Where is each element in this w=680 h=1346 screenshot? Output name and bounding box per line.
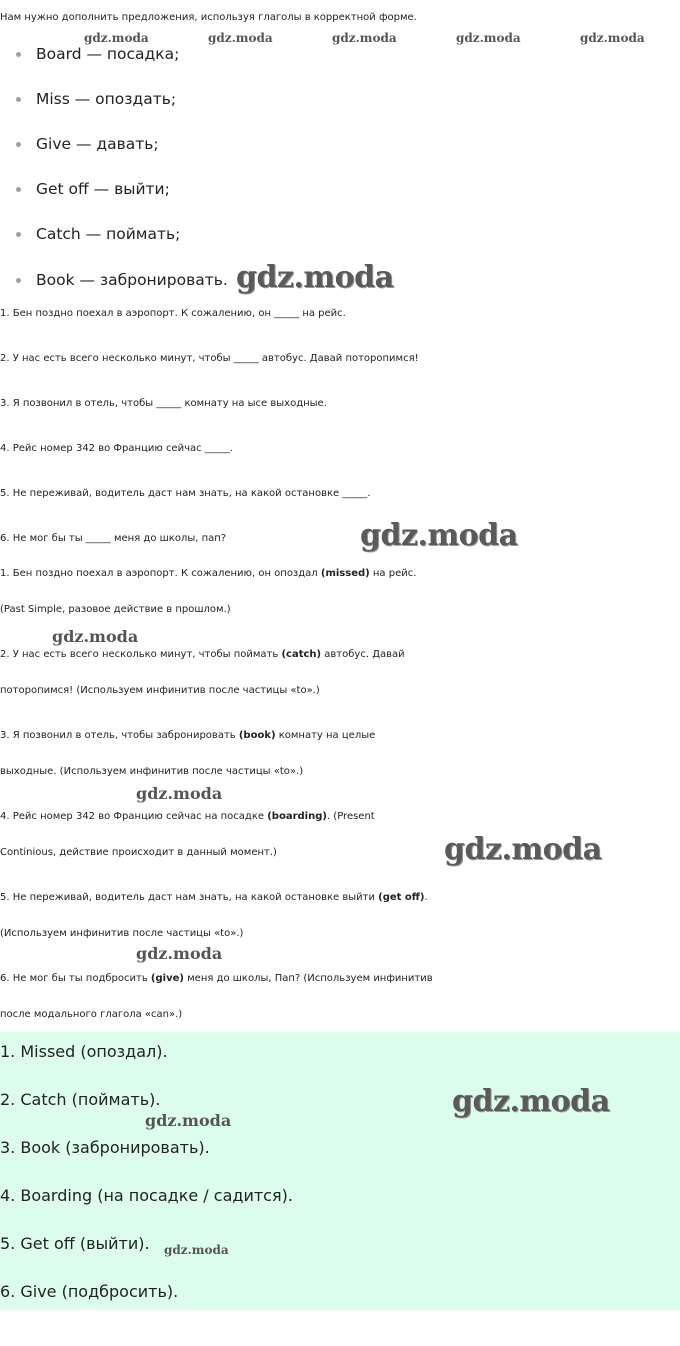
task-sentence: 2. У нас есть всего несколько минут, чтобы _____ автобус. Давай поторопимся! bbox=[0, 353, 419, 364]
answer-highlight: (get off) bbox=[378, 892, 425, 903]
task-sentence: 4. Рейс номер 342 во Францию сейчас _____. bbox=[0, 443, 233, 454]
watermark-logo: gdz.moda bbox=[136, 944, 223, 963]
task-sentence: 6. Не мог бы ты _____ меня до школы, пап? bbox=[0, 533, 227, 544]
explanation-line: Continious, действие происходит в данный момент.) bbox=[0, 847, 277, 858]
watermark-logo: gdz.moda bbox=[332, 31, 397, 45]
answer-highlight: (boarding) bbox=[267, 811, 327, 822]
answer-item: 2. Catch (поймать). bbox=[0, 1090, 161, 1109]
answer-item: 5. Get off (выйти). bbox=[0, 1234, 150, 1253]
task-sentence: 1. Бен поздно поехал в аэропорт. К сожалению, он _____ на рейс. bbox=[0, 308, 346, 319]
verb-text: Board — посадка; bbox=[36, 45, 180, 63]
explanation-line: 1. Бен поздно поехал в аэропорт. К сожалению, он опоздал (missed) на рейс. bbox=[0, 568, 417, 579]
watermark-logo: gdz.moda bbox=[452, 1084, 610, 1119]
verb-text: Catch — поймать; bbox=[36, 225, 181, 243]
answer-highlight: (catch) bbox=[281, 649, 322, 660]
bullet-icon bbox=[16, 278, 21, 283]
watermark-logo: gdz.moda bbox=[580, 31, 645, 45]
answer-highlight: (missed) bbox=[320, 568, 370, 579]
watermark-logo: gdz.moda bbox=[52, 627, 139, 646]
bullet-icon bbox=[16, 187, 21, 192]
bullet-icon bbox=[16, 142, 21, 147]
watermark-logo: gdz.moda bbox=[444, 832, 602, 867]
task-sentence: 5. Не переживай, водитель даст нам знать, на какой остановке _____. bbox=[0, 488, 371, 499]
watermark-logo: gdz.moda bbox=[136, 784, 223, 803]
explanation-line: выходные. (Используем инфинитив после частицы «to».) bbox=[0, 766, 304, 777]
intro-text: Нам нужно дополнить предложения, используя глаголы в корректной форме. bbox=[0, 12, 417, 23]
watermark-logo: gdz.moda bbox=[456, 31, 521, 45]
explanation-line: поторопимся! (Используем инфинитив после частицы «to».) bbox=[0, 685, 320, 696]
watermark-logo: gdz.moda bbox=[360, 518, 518, 553]
explanation-line: после модального глагола «can».) bbox=[0, 1009, 183, 1020]
verb-text: Miss — опоздать; bbox=[36, 90, 177, 108]
answer-item: 6. Give (подбросить). bbox=[0, 1282, 179, 1301]
answer-item: 1. Missed (опоздал). bbox=[0, 1042, 168, 1061]
watermark-logo: gdz.moda bbox=[236, 260, 394, 295]
verb-text: Get off — выйти; bbox=[36, 180, 170, 198]
bullet-icon bbox=[16, 52, 21, 57]
watermark-logo: gdz.moda bbox=[84, 31, 149, 45]
answer-highlight: (book) bbox=[238, 730, 276, 741]
answer-item: 4. Boarding (на посадке / садится). bbox=[0, 1186, 293, 1205]
answer-box bbox=[0, 1032, 680, 1310]
verb-text: Give — давать; bbox=[36, 135, 159, 153]
watermark-logo: gdz.moda bbox=[145, 1111, 232, 1130]
answer-highlight: (give) bbox=[150, 973, 184, 984]
explanation-line: (Past Simple, разовое действие в прошлом.) bbox=[0, 604, 231, 615]
explanation-line: 4. Рейс номер 342 во Францию сейчас на посадке (boarding). (Present bbox=[0, 811, 375, 822]
explanation-line: 3. Я позвонил в отель, чтобы забронировать (book) комнату на целые bbox=[0, 730, 376, 741]
explanation-line: 6. Не мог бы ты подбросить (give) меня до школы, Пап? (Используем инфинитив bbox=[0, 973, 433, 984]
explanation-line: 2. У нас есть всего несколько минут, чтобы поймать (catch) автобус. Давай bbox=[0, 649, 405, 660]
explanation-line: 5. Не переживай, водитель даст нам знать, на какой остановке выйти (get off). bbox=[0, 892, 428, 903]
bullet-icon bbox=[16, 97, 21, 102]
task-sentence: 3. Я позвонил в отель, чтобы _____ комнату на ысе выходные. bbox=[0, 398, 327, 409]
answer-item: 3. Book (забронировать). bbox=[0, 1138, 210, 1157]
bullet-icon bbox=[16, 232, 21, 237]
explanation-line: (Используем инфинитив после частицы «to».) bbox=[0, 928, 244, 939]
watermark-logo: gdz.moda bbox=[208, 31, 273, 45]
watermark-logo: gdz.moda bbox=[164, 1243, 229, 1257]
verb-text: Book — забронировать. bbox=[36, 271, 228, 289]
